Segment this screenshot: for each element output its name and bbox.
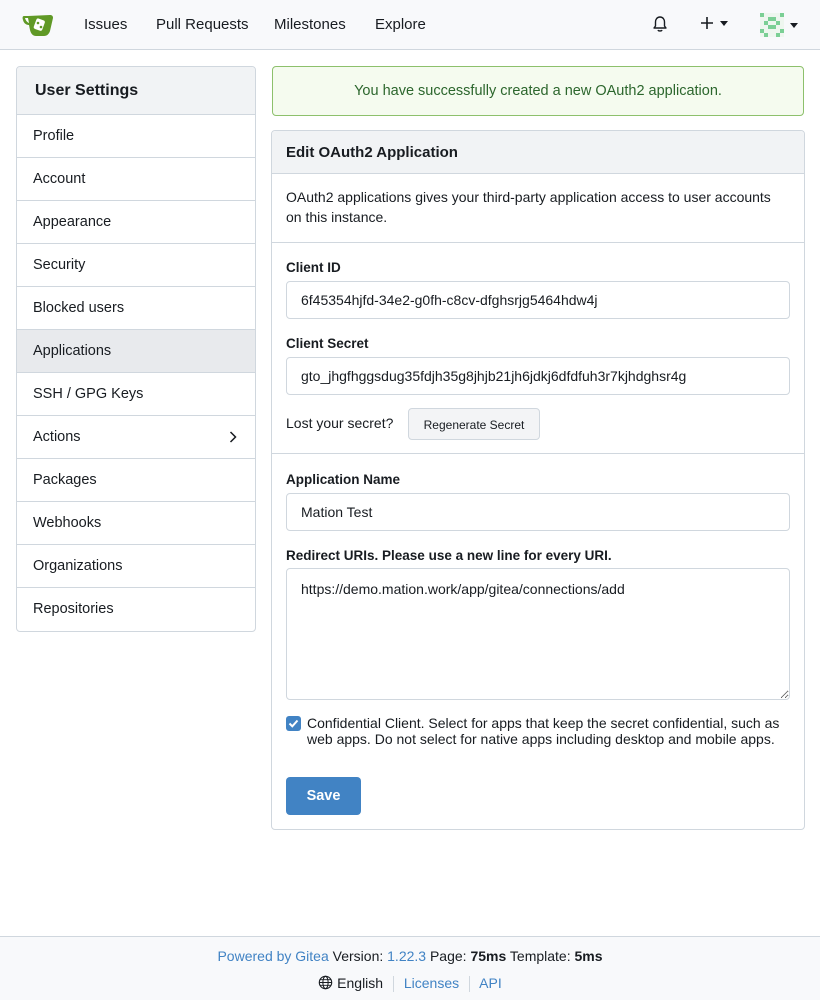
sidebar-item-profile[interactable]: Profile — [17, 115, 255, 158]
sidebar-item-webhooks[interactable]: Webhooks — [17, 502, 255, 545]
redirect-uris-label: Redirect URIs. Please use a new line for every URI. — [286, 548, 612, 563]
sidebar-item-appearance[interactable]: Appearance — [17, 201, 255, 244]
application-name-input[interactable] — [286, 493, 790, 531]
panel-description: OAuth2 applications gives your third-party application access to user accounts on this instance. — [286, 189, 771, 225]
language-label: English — [337, 975, 384, 991]
settings-sidebar — [16, 66, 256, 632]
language-selector[interactable] — [318, 975, 387, 991]
page-time: 75ms — [470, 948, 507, 964]
version-link[interactable]: 1.22.3 — [387, 948, 427, 964]
sidebar-item-repositories[interactable]: Repositories — [33, 601, 114, 617]
nav-milestones[interactable]: Milestones — [274, 16, 346, 33]
save-button[interactable]: Save — [286, 777, 361, 815]
checkmark-icon — [286, 716, 301, 731]
chevron-down-icon — [790, 23, 798, 28]
sidebar-item-packages[interactable]: Packages — [17, 459, 255, 502]
divider — [393, 976, 394, 992]
footer-links — [0, 975, 820, 992]
confidential-client-label[interactable]: Confidential Client. Select for apps that keep the secret confidential, such as web apps. Do not select for native apps including desktop and mobile apps. — [307, 715, 780, 747]
powered-by-gitea-link[interactable]: Powered by Gitea — [217, 948, 329, 964]
sidebar-item-account[interactable]: Account — [17, 158, 255, 201]
sidebar-item-security[interactable]: Security — [17, 244, 255, 287]
sidebar-item-blocked-users[interactable]: Blocked users — [17, 287, 255, 330]
application-name-label: Application Name — [286, 472, 401, 487]
chevron-right-icon — [229, 430, 237, 444]
regenerate-secret-button[interactable]: Regenerate Secret — [408, 408, 540, 440]
nav-pull-requests[interactable]: Pull Requests — [156, 16, 249, 33]
divider — [469, 976, 470, 992]
globe-icon — [318, 975, 333, 990]
nav-issues[interactable]: Issues — [84, 16, 128, 33]
create-new-dropdown[interactable] — [700, 16, 728, 30]
lost-secret-text: Lost your secret? — [286, 415, 394, 431]
page-time-label: Page: — [429, 948, 467, 964]
edit-oauth2-panel — [271, 130, 805, 830]
page-footer — [0, 936, 820, 1000]
sidebar-title: User Settings — [17, 67, 255, 115]
divider — [272, 242, 804, 243]
plus-icon — [700, 16, 714, 30]
redirect-uris-textarea[interactable] — [286, 568, 790, 700]
sidebar-item-label: Actions — [33, 429, 81, 445]
user-menu-dropdown[interactable] — [760, 13, 798, 37]
client-secret-field[interactable] — [286, 357, 790, 395]
client-id-field[interactable] — [286, 281, 790, 319]
panel-title: Edit OAuth2 Application — [272, 131, 804, 174]
licenses-link[interactable]: Licenses — [403, 975, 460, 991]
sidebar-item-actions[interactable] — [17, 416, 255, 459]
template-time: 5ms — [574, 948, 603, 964]
bell-icon[interactable] — [651, 15, 669, 33]
api-link[interactable]: API — [479, 975, 502, 991]
avatar — [760, 13, 784, 37]
nav-explore[interactable]: Explore — [375, 16, 426, 33]
sidebar-item-applications[interactable]: Applications — [17, 330, 255, 373]
template-time-label: Template: — [509, 948, 571, 964]
sidebar-item-organizations[interactable]: Organizations — [17, 545, 255, 588]
client-id-label: Client ID — [286, 260, 341, 275]
top-navbar — [0, 0, 820, 50]
confidential-client-checkbox[interactable] — [286, 716, 301, 731]
client-secret-label: Client Secret — [286, 336, 369, 351]
chevron-down-icon — [720, 21, 728, 26]
sidebar-item-ssh-gpg-keys[interactable]: SSH / GPG Keys — [17, 373, 255, 416]
footer-version-info — [0, 948, 820, 964]
divider — [272, 453, 804, 454]
success-flash-message: You have successfully created a new OAuth2 application. — [272, 66, 804, 116]
gitea-logo-icon[interactable] — [22, 10, 54, 38]
version-label: Version: — [332, 948, 384, 964]
